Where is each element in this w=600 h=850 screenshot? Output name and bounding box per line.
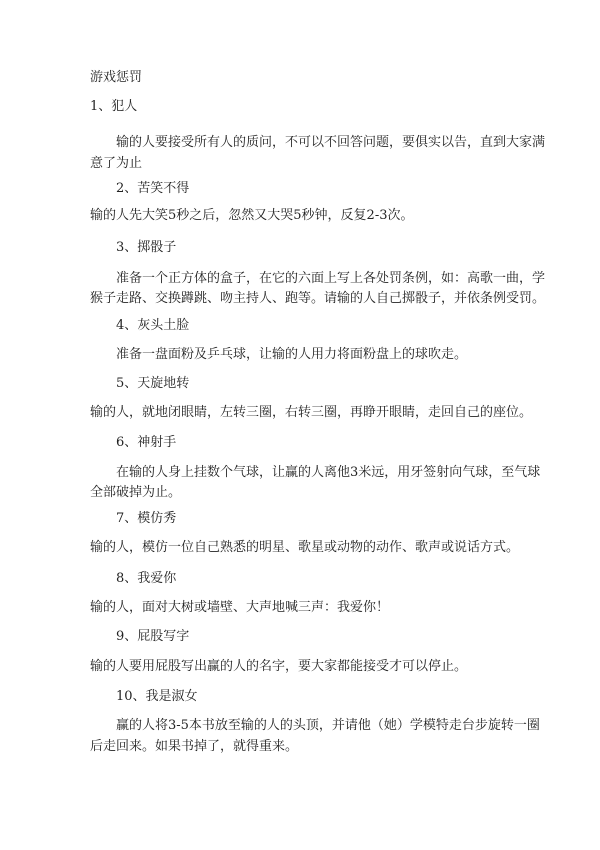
section-2-line-1: 输的人先大笑5秒之后，忽然又大哭5秒钟，反复2-3次。: [90, 208, 414, 223]
section-7-heading: 7、模仿秀: [116, 511, 177, 526]
section-1-line-2: 意了为止: [90, 156, 143, 171]
section-7-line-1: 输的人，模仿一位自己熟悉的明星、歌星或动物的动作、歌声或说话方式。: [90, 540, 520, 555]
section-3-heading: 3、掷骰子: [116, 240, 177, 255]
section-5-heading: 5、天旋地转: [116, 376, 190, 391]
section-1-line-1: 输的人要接受所有人的质问，不可以不回答问题，要俱实以告，直到大家满: [116, 135, 546, 150]
section-10-heading: 10、我是淑女: [116, 689, 198, 704]
section-5-line-1: 输的人，就地闭眼睛，左转三圈，右转三圈，再睁开眼睛，走回自己的座位。: [90, 405, 533, 420]
section-10-line-1: 赢的人将3-5本书放至输的人的头顶，并请他（她）学模特走台步旋转一圈: [116, 718, 540, 733]
section-4-line-1: 准备一盘面粉及乒乓球，让输的人用力将面粉盘上的球吹走。: [116, 347, 468, 362]
section-9-heading: 9、屁股写字: [116, 629, 190, 644]
section-6-line-1: 在输的人身上挂数个气球，让赢的人离他3米远，用牙签射向气球，至气球: [116, 465, 541, 480]
section-6-heading: 6、神射手: [116, 435, 177, 450]
section-3-line-1: 准备一个正方体的盒子，在它的六面上写上各处罚条例，如：高歌一曲，学: [116, 271, 546, 286]
section-9-line-1: 输的人要用屁股写出赢的人的名字，要大家都能接受才可以停止。: [90, 659, 468, 674]
section-8-line-1: 输的人，面对大树或墙壁、大声地喊三声：我爱你！: [90, 600, 390, 615]
section-1-heading: 1、犯人: [90, 99, 138, 114]
section-6-line-2: 全部破掉为止。: [90, 485, 182, 500]
section-8-heading: 8、我爱你: [116, 571, 177, 586]
section-4-heading: 4、灰头土脸: [116, 318, 190, 333]
document-title: 游戏惩罚: [90, 70, 143, 85]
section-3-line-2: 猴子走路、交换蹲跳、吻主持人、跑等。请输的人自己掷骰子，并依条例受罚。: [90, 291, 546, 306]
section-2-heading: 2、苦笑不得: [116, 181, 190, 196]
section-10-line-2: 后走回来。如果书掉了，就得重来。: [90, 739, 299, 754]
